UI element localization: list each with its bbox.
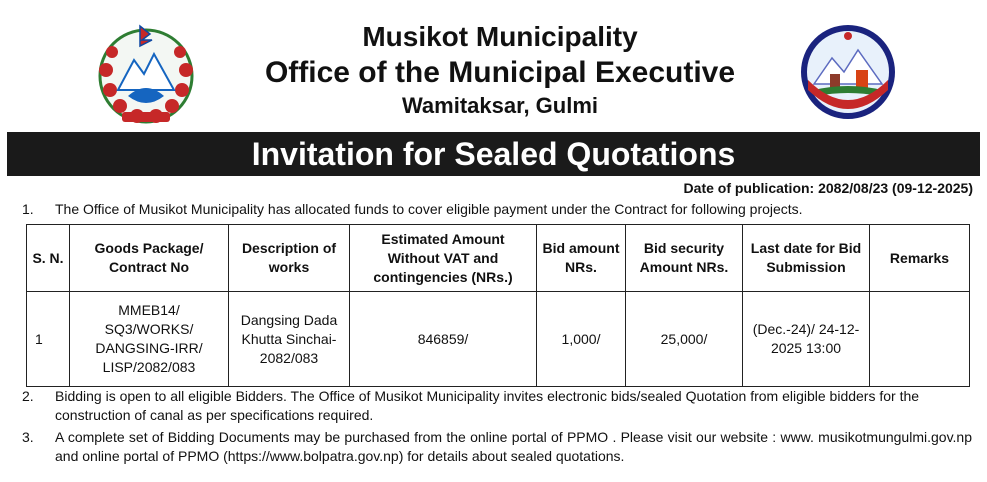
cell-remarks: [870, 292, 970, 387]
col-header-bid-security: Bid security Amount NRs.: [626, 225, 743, 292]
notice-item-3: [22, 428, 972, 466]
publication-date: Date of publication: 2082/08/23 (09-12-2025): [683, 180, 973, 196]
cell-bid-security: 25,000/: [626, 292, 743, 387]
quotation-table: [26, 224, 970, 387]
item-number: 2.: [22, 388, 34, 404]
item-text: Bidding is open to all eligible Bidders. The Office of Musikot Municipality invites electronic bids/sealed Quotation from eligible bidders for the construction of canal as per specifications required.: [55, 388, 920, 423]
col-header-sn: S. N.: [27, 225, 70, 292]
notice-banner-title: Invitation for Sealed Quotations: [7, 132, 980, 176]
col-header-description: Description of works: [229, 225, 350, 292]
office-name: Office of the Municipal Executive: [264, 56, 736, 89]
cell-last-date: (Dec.-24)/ 24-12-2025 13:00: [743, 292, 870, 387]
cell-bid-amount: 1,000/: [537, 292, 626, 387]
col-header-last-date: Last date for Bid Submission: [743, 225, 870, 292]
cell-description: Dangsing Dada Khutta Sinchai- 2082/083: [229, 292, 350, 387]
notice-item-2: [22, 387, 972, 425]
musikot-municipality-logo-icon: [800, 24, 896, 120]
col-header-estimated-amount: Estimated Amount Without VAT and contingencies (NRs.): [350, 225, 537, 292]
item-text: A complete set of Bidding Documents may be purchased from the online portal of PPMO . Please visit our website : www. musikotmungulmi.gov.np and online portal of PPMO (https://www.bolpatra.gov.np) for details about sealed quotations.: [55, 429, 972, 464]
table-header-row: [27, 225, 970, 292]
col-header-package: Goods Package/ Contract No: [70, 225, 229, 292]
item-text: The Office of Musikot Municipality has allocated funds to cover eligible payment under the Contract for following projects.: [55, 201, 803, 217]
col-header-remarks: Remarks: [870, 225, 970, 292]
table-row: [27, 292, 970, 387]
notice-header: [0, 0, 987, 132]
office-address: Wamitaksar, Gulmi: [401, 93, 599, 118]
cell-package: MMEB14/ SQ3/WORKS/ DANGSING-IRR/ LISP/2082/083: [70, 292, 229, 387]
nepal-government-emblem-icon: [92, 20, 200, 128]
municipality-name: Musikot Municipality: [362, 21, 638, 52]
cell-estimated-amount: 846859/: [350, 292, 537, 387]
notice-item-1: [22, 200, 972, 219]
cell-sn: 1: [27, 292, 70, 387]
item-number: 1.: [22, 201, 34, 217]
col-header-bid-amount: Bid amount NRs.: [537, 225, 626, 292]
item-number: 3.: [22, 429, 34, 445]
